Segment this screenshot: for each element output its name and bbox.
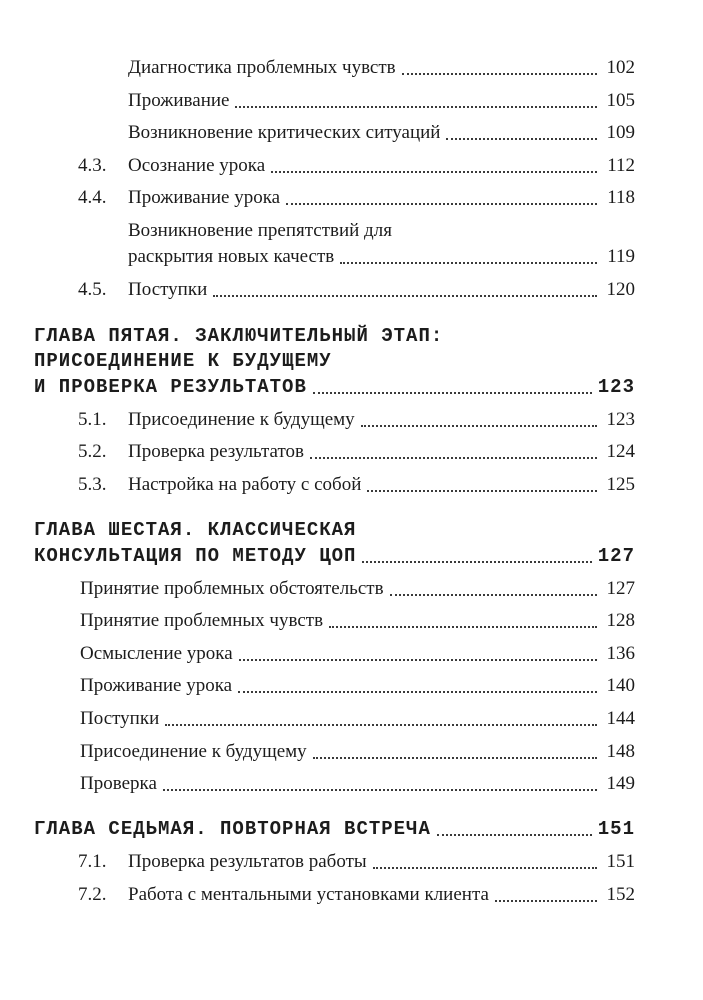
- section-number: 4.5.: [78, 279, 107, 300]
- toc-page-number: 127: [597, 545, 635, 567]
- leader-dots: [446, 138, 597, 140]
- toc-entry-title-line: Возникновение препятствий для: [128, 220, 392, 241]
- toc-page-number: 120: [606, 279, 635, 300]
- leader-dots: [373, 867, 597, 869]
- toc-entry-title: Осознание урока: [128, 155, 266, 176]
- toc-entry-title: Осмысление урока: [80, 643, 233, 664]
- section-number: 5.3.: [78, 474, 107, 495]
- toc-page-number: 125: [606, 474, 635, 495]
- leader-dots: [495, 900, 597, 902]
- leader-dots: [213, 295, 597, 297]
- toc-entry-title: Проживание урока: [128, 187, 281, 208]
- toc-entry-title: Возникновение критических ситуаций: [128, 122, 441, 143]
- toc-page-number: 149: [606, 773, 635, 794]
- toc-entry-first-line: [0, 220, 703, 242]
- leader-dots: [271, 171, 597, 173]
- toc-page-number: 144: [606, 708, 635, 729]
- toc-entry-title: Принятие проблемных обстоятельств: [80, 578, 384, 599]
- toc-entry-title: Проверка результатов работы: [128, 851, 367, 872]
- toc-entry-title: Проверка результатов: [128, 441, 305, 462]
- toc-entry-title: Проверка: [80, 773, 157, 794]
- leader-dots: [390, 594, 597, 596]
- leader-dots: [239, 659, 597, 661]
- leader-dots: [329, 626, 597, 628]
- leader-dots: [235, 106, 597, 108]
- toc-page-number: 127: [606, 578, 635, 599]
- toc-entry-title: Проживание урока: [80, 675, 233, 696]
- toc-page-number: 124: [606, 441, 635, 462]
- leader-dots: [402, 73, 597, 75]
- toc-page-number: 152: [606, 884, 635, 905]
- chapter-title: КОНСУЛЬТАЦИЯ ПО МЕТОДУ ЦОП: [34, 545, 357, 567]
- leader-dots: [361, 425, 597, 427]
- toc-page-number: 151: [597, 818, 635, 840]
- chapter-heading-line: ПРИСОЕДИНЕНИЕ К БУДУЩЕМУ: [34, 350, 332, 372]
- chapter-heading-line: ГЛАВА ПЯТАЯ. ЗАКЛЮЧИТЕЛЬНЫЙ ЭТАП:: [34, 325, 444, 347]
- toc-page-number: 102: [606, 57, 635, 78]
- chapter-title: ГЛАВА СЕДЬМАЯ. ПОВТОРНАЯ ВСТРЕЧА: [34, 818, 431, 840]
- leader-dots: [313, 392, 592, 394]
- toc-page-number: 118: [607, 187, 635, 208]
- toc-entry-title: Присоединение к будущему: [128, 409, 355, 430]
- leader-dots: [367, 490, 597, 492]
- leader-dots: [286, 203, 597, 205]
- section-number: 7.1.: [78, 851, 107, 872]
- toc-entry-title: Поступки: [128, 279, 208, 300]
- leader-dots: [165, 724, 597, 726]
- leader-dots: [313, 757, 597, 759]
- toc-page-number: 136: [606, 643, 635, 664]
- toc-page-number: 123: [597, 376, 635, 398]
- section-number: 5.1.: [78, 409, 107, 430]
- chapter-title: И ПРОВЕРКА РЕЗУЛЬТАТОВ: [34, 376, 307, 398]
- toc-page-number: 109: [606, 122, 635, 143]
- leader-dots: [362, 561, 591, 563]
- section-number: 5.2.: [78, 441, 107, 462]
- toc-page-number: 140: [606, 675, 635, 696]
- toc-page-number: 105: [606, 90, 635, 111]
- toc-entry-title: Настройка на работу с собой: [128, 474, 362, 495]
- toc-page-number: 123: [606, 409, 635, 430]
- toc-entry-title: Принятие проблемных чувств: [80, 610, 324, 631]
- toc-page-number: 112: [607, 155, 635, 176]
- chapter-heading-line: ГЛАВА ШЕСТАЯ. КЛАССИЧЕСКАЯ: [34, 519, 357, 541]
- leader-dots: [437, 834, 592, 836]
- leader-dots: [163, 789, 597, 791]
- leader-dots: [310, 457, 597, 459]
- toc-page-number: 119: [607, 246, 635, 267]
- toc-page-number: 151: [606, 851, 635, 872]
- toc-entry-title: раскрытия новых качеств: [128, 246, 335, 267]
- toc-entry-title: Диагностика проблемных чувств: [128, 57, 396, 78]
- leader-dots: [238, 691, 597, 693]
- section-number: 4.4.: [78, 187, 107, 208]
- section-number: 7.2.: [78, 884, 107, 905]
- section-number: 4.3.: [78, 155, 107, 176]
- leader-dots: [340, 262, 597, 264]
- toc-entry-title: Работа с ментальными установками клиента: [128, 884, 489, 905]
- toc-entry-title: Поступки: [80, 708, 160, 729]
- toc-page-number: 148: [606, 741, 635, 762]
- toc-entry-title: Присоединение к будущему: [80, 741, 307, 762]
- toc-page-number: 128: [606, 610, 635, 631]
- toc-entry-title: Проживание: [128, 90, 230, 111]
